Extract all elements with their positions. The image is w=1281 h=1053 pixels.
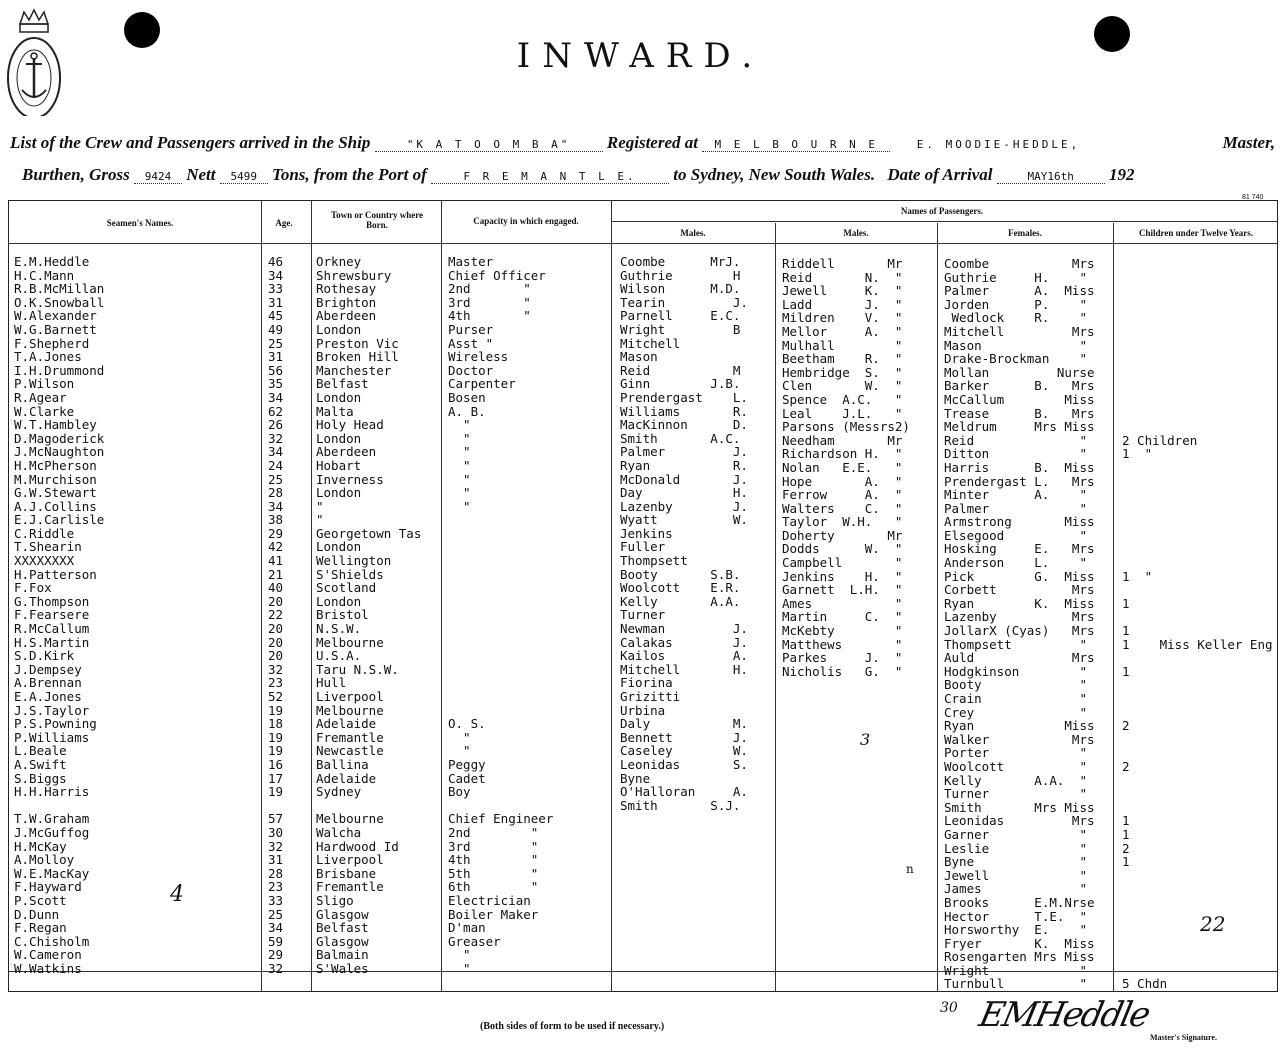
crew-born-column: Orkney Shrewsbury Rothesay Brighton Aberdeen London Preston Vic Broken Hill Manchester Belfast London Malta Holy Head London Aberdeen Hobart Inverness London " " Georgetown Tas London Wellington S'Shields Scotland London Bristol N.S.W. Melbourne U.S.A. Taru N.S.W. Hull Liverpool Melbourne Adelaide Fremantle Newcastle Ballina Adelaide Sydney Melbourne Walcha Hardwood Id Liverpool Brisbane Fremantle Sligo Glasgow Belfast Glasgow Balmain S'Wales [316, 254, 422, 976]
registered-port: M E L B O U R N E [702, 138, 890, 152]
signature-caption: Master's Signature. [1150, 1033, 1217, 1042]
handwritten-mark-n: n [906, 862, 914, 876]
crew-capacity-column: Master Chief Officer 2nd " 3rd " 4th " Purser Asst " Wireless Doctor Carpenter Bosen A. B. " " " " " " " O. S. " " Peggy Cadet Boy Chief Engineer 2nd " 3rd " 4th " 5th " 6th " Electrician Boiler Maker D'man Greaser " " [448, 254, 554, 976]
master-signature: EMHeddle [975, 995, 1153, 1035]
col-passengers: Names of Passengers. [900, 206, 984, 216]
gross-tons: 9424 [134, 170, 182, 184]
handwritten-mark-middle: 3 [860, 730, 871, 749]
year-prefix: 192 [1108, 165, 1135, 184]
master-label: Master, [1222, 133, 1275, 152]
children-column: 2 Children 1 " 1 " 1 1 1 Miss Keller Eng 1 2 2 1 1 2 1 5 Chdn [1122, 432, 1273, 992]
handwritten-mark-left: 4 [170, 882, 184, 907]
arrival-label: Date of Arrival [887, 165, 993, 184]
nett-tons: 5499 [220, 170, 268, 184]
col-capacity: Capacity in which engaged. [473, 216, 579, 226]
male-passengers-column-a: Coombe MrJ. Guthrie H Wilson M.D. Tearin J. Parnell E.C. Wright B Mitchell Mason Reid M Ginn J.B. Prendergast L. Williams R. MacKinnon D. Smith A.C. Palmer J. Ryan R. McDonald J. Day H. Lazenby J. Wyatt W. Jenkins Fuller Thompsett Booty S.B. Woolcott E.R. Kelly A.A. Turner Newman J. Calakas J. Kailos A. Mitchell H. Fiorina Grizitti Urbina Daly M. Bennett J. Caseley W. Leonidas S. Byne O'Halloran A. Smith S.J. [620, 254, 748, 813]
burthen-line [22, 165, 1281, 185]
handwritten-mark-bottom: 30 [940, 1000, 958, 1016]
form-code: 81 740 [1242, 194, 1264, 201]
col-children: Children under Twelve Years. [1138, 228, 1253, 238]
handwritten-mark-right: 22 [1200, 912, 1226, 936]
col-females: Females. [1008, 228, 1042, 238]
from-port: F R E M A N T L E. [431, 170, 669, 184]
form-title: INWARD. [516, 36, 765, 76]
col-males-b: Males. [843, 228, 869, 238]
master-name: E. MOODIE-HEDDLE, [916, 138, 1081, 151]
col-age: Age. [275, 218, 293, 228]
ship-name: "K A T O O M B A" [375, 138, 603, 152]
arrival-date: MAY16th [997, 170, 1105, 184]
ship-line [10, 133, 1275, 153]
col-males-a: Males. [680, 228, 706, 238]
nett-label: Nett [186, 165, 216, 184]
tons-label: Tons, from the Port of [272, 165, 427, 184]
burthen-label: Burthen, Gross [22, 165, 130, 184]
male-passengers-column-b: Riddell Mr Reid N. " Jewell K. " Ladd J. " Mildren V. " Mellor A. " Mulhall " Beetham R. " Hembridge S. " Clen W. " Spence A.C. " Leal J.L. " Parsons (Messrs2) Needham Mr Richardson H. " Nolan E.E. " Hope A. " Ferrow A. " Walters C. " Taylor W.H. " Doherty Mr Dodds W. " Campbell " Jenkins H. " Garnett L.H. " Ames " Martin C. " McKebty " Matthews " Parkes J. " Nicholis G. " [782, 256, 910, 679]
list-label: List of the Crew and Passengers arrived in the Ship [10, 133, 371, 152]
footer-note: (Both sides of form to be used if necessary.) [480, 1021, 665, 1032]
col-seamen-names: Seamen's Names. [106, 218, 174, 228]
female-passengers-column: Coombe Mrs Guthrie H. " Palmer A. Miss Jorden P. " Wedlock R. " Mitchell Mrs Mason " Drake-Brockman " Mollan Nurse Barker B. Mrs McCallum Miss Trease B. Mrs Meldrum Mrs Miss Reid " Ditton " Harris B. Miss Prendergast L. Mrs Minter A. " Palmer " Armstrong Miss Elsegood " Hosking E. Mrs Anderson L. " Pick G. Miss Corbett Mrs Ryan K. Miss Lazenby Mrs JollarX (Cyas) Mrs Thompsett " Auld Mrs Hodgkinson " Booty " Crain " Crey " Ryan Miss Walker Mrs Porter " Woolcott " Kelly A.A. " Turner " Smith Mrs Miss Leonidas Mrs Garner " Leslie " Byne " Jewell " James " Brooks E.M.Nrse Hector T.E. " Horsworthy E. " Fryer K. Miss Rosengarten Mrs Miss Wright " Turnbull " [944, 256, 1095, 992]
registered-label: Registered at [606, 133, 698, 152]
crew-names-column: E.M.Heddle H.C.Mann R.B.McMillan O.K.Snowball W.Alexander W.G.Barnett F.Shepherd T.A.Jones I.H.Drummond P.Wilson R.Agear W.Clarke W.T.Hambley D.Magoderick J.McNaughton H.McPherson M.Murchison G.W.Stewart A.J.Collins E.J.Carlisle C.Riddle T.Shearin XXXXXXXX H.Patterson F.Fox G.Thompson F.Fearsere R.McCallum H.S.Martin S.D.Kirk J.Dempsey A.Brennan E.A.Jones J.S.Taylor P.S.Powning P.Williams L.Beale A.Swift S.Biggs H.H.Harris T.W.Graham J.McGuffog H.McKay A.Molloy W.E.MacKay F.Hayward P.Scott D.Dunn F.Regan C.Chisholm W.Cameron W.Watkins [14, 254, 105, 976]
to-label: to Sydney, New South Wales. [673, 165, 876, 184]
col-born: Town or Country where Born. [330, 210, 424, 230]
crew-ages-column: 46 34 33 31 45 49 25 31 56 35 34 62 26 32 34 24 25 28 34 38 29 42 41 21 40 20 22 20 20 20 32 23 52 19 18 19 19 16 17 19 57 30 32 31 28 23 33 25 34 59 29 32 [268, 254, 284, 976]
